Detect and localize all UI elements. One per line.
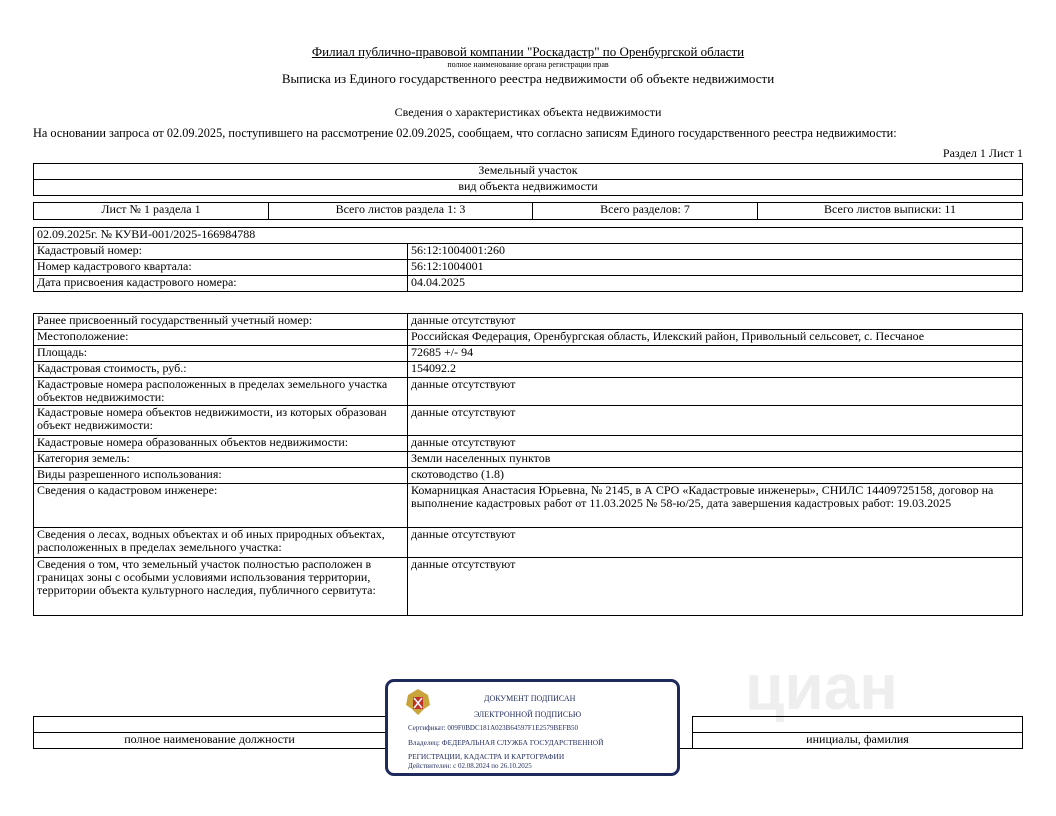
- field-label: Площадь:: [34, 346, 408, 362]
- field-value: данные отсутствуют: [408, 558, 1023, 616]
- table-row: [34, 436, 1023, 452]
- watermark: циан: [745, 651, 898, 723]
- document-title: Выписка из Единого государственного реестра недвижимости об объекте недвижимости: [281, 71, 775, 86]
- table-row: [34, 528, 1023, 558]
- table-row: [34, 468, 1023, 484]
- table-row: [34, 244, 1023, 260]
- field-label: Виды разрешенного использования:: [34, 468, 408, 484]
- field-label: Кадастровые номера расположенных в пределах земельного участка объектов недвижимости:: [34, 378, 408, 406]
- table-row: [34, 362, 1023, 378]
- field-label: Дата присвоения кадастрового номера:: [34, 276, 408, 292]
- stamp-line1: ДОКУМЕНТ ПОДПИСАН: [484, 694, 576, 703]
- stamp-valid: Действителен: с 02.08.2024 по 26.10.2025: [408, 762, 532, 770]
- field-label: Кадастровый номер:: [34, 244, 408, 260]
- sheets-total: Всего листов выписки: 11: [758, 203, 1023, 220]
- table-row: [34, 346, 1023, 362]
- field-value: 56:12:1004001: [408, 260, 1023, 276]
- field-value: 56:12:1004001:260: [408, 244, 1023, 260]
- stamp-line2: ЭЛЕКТРОННОЙ ПОДПИСЬЮ: [474, 710, 582, 719]
- field-value: 04.04.2025: [408, 276, 1023, 292]
- characteristics-table: [33, 313, 1023, 616]
- field-value: 154092.2: [408, 362, 1023, 378]
- name-caption: инициалы, фамилия: [693, 733, 1023, 749]
- table-row: [34, 314, 1023, 330]
- doc-number: 02.09.2025г. № КУВИ-001/2025-166984788: [34, 228, 1023, 244]
- e-signature-stamp: [385, 679, 680, 776]
- field-value: Комарницкая Анастасия Юрьевна, № 2145, в А СРО «Кадастровые инженеры», СНИЛС 14409725158, договор на выполнение кадастровых работ от 11.03.2025 № 58-ю/25, дата завершения кадастровых работ: 19.03.2025: [408, 484, 1023, 528]
- field-label: Кадастровые номера образованных объектов недвижимости:: [34, 436, 408, 452]
- table-row: [34, 276, 1023, 292]
- field-value: 72685 +/- 94: [408, 346, 1023, 362]
- sections-total: Всего разделов: 7: [533, 203, 758, 220]
- field-value: данные отсутствуют: [408, 314, 1023, 330]
- table-row: [34, 260, 1023, 276]
- stamp-owner1: Владелец: ФЕДЕРАЛЬНАЯ СЛУЖБА ГОСУДАРСТВЕННОЙ: [408, 738, 604, 747]
- field-value: Российская Федерация, Оренбургская область, Илекский район, Привольный сельсовет, с. Песчаное: [408, 330, 1023, 346]
- object-type-table: [33, 163, 1023, 196]
- position-caption: полное наименование должности: [34, 733, 386, 749]
- field-label: Сведения о лесах, водных объектах и об иных природных объектах, расположенных в пределах земельного участка:: [34, 528, 408, 558]
- table-row: [34, 484, 1023, 528]
- field-label: Сведения о том, что земельный участок полностью расположен в границах зоны с особыми условиями использования территории, территории объекта культурного наследия, публичного сервитута:: [34, 558, 408, 616]
- sheets-table: [33, 202, 1023, 220]
- section-label: Раздел 1 Лист 1: [942, 146, 1023, 160]
- field-value: данные отсутствуют: [408, 528, 1023, 558]
- object-type-caption: вид объекта недвижимости: [34, 180, 1023, 196]
- table-row: [34, 558, 1023, 616]
- field-value: Земли населенных пунктов: [408, 452, 1023, 468]
- field-label: Кадастровые номера объектов недвижимости, из которых образован объект недвижимости:: [34, 406, 408, 436]
- stamp-owner2: РЕГИСТРАЦИИ, КАДАСТРА И КАРТОГРАФИИ: [408, 752, 565, 761]
- document-subtitle: Сведения о характеристиках объекта недвижимости: [394, 105, 662, 119]
- sheets-in-section: Всего листов раздела 1: 3: [269, 203, 533, 220]
- stamp-cert: Сертификат: 009F0BDC181A023B64597F1E2579BEFB50: [408, 724, 579, 732]
- table-row: [34, 406, 1023, 436]
- object-type: Земельный участок: [34, 164, 1023, 180]
- field-value: данные отсутствуют: [408, 378, 1023, 406]
- table-row: [34, 378, 1023, 406]
- field-label: Номер кадастрового квартала:: [34, 260, 408, 276]
- field-value: скотоводство (1.8): [408, 468, 1023, 484]
- field-label: Сведения о кадастровом инженере:: [34, 484, 408, 528]
- table-row: [34, 330, 1023, 346]
- field-value: данные отсутствуют: [408, 406, 1023, 436]
- intro-text: На основании запроса от 02.09.2025, поступившего на рассмотрение 02.09.2025, сообщаем, что согласно записям Единого государственного реестра недвижимости:: [33, 126, 897, 140]
- org-name: Филиал публично-правовой компании "Роскадастр" по Оренбургской области: [311, 44, 745, 59]
- cadastral-table: [33, 227, 1023, 292]
- table-row: [34, 452, 1023, 468]
- coat-of-arms-icon: [402, 685, 434, 719]
- sheet-number: Лист № 1 раздела 1: [34, 203, 269, 220]
- field-value: данные отсутствуют: [408, 436, 1023, 452]
- org-caption: полное наименование органа регистрации прав: [447, 60, 609, 69]
- field-label: Категория земель:: [34, 452, 408, 468]
- field-label: Ранее присвоенный государственный учетный номер:: [34, 314, 408, 330]
- field-label: Местоположение:: [34, 330, 408, 346]
- field-label: Кадастровая стоимость, руб.:: [34, 362, 408, 378]
